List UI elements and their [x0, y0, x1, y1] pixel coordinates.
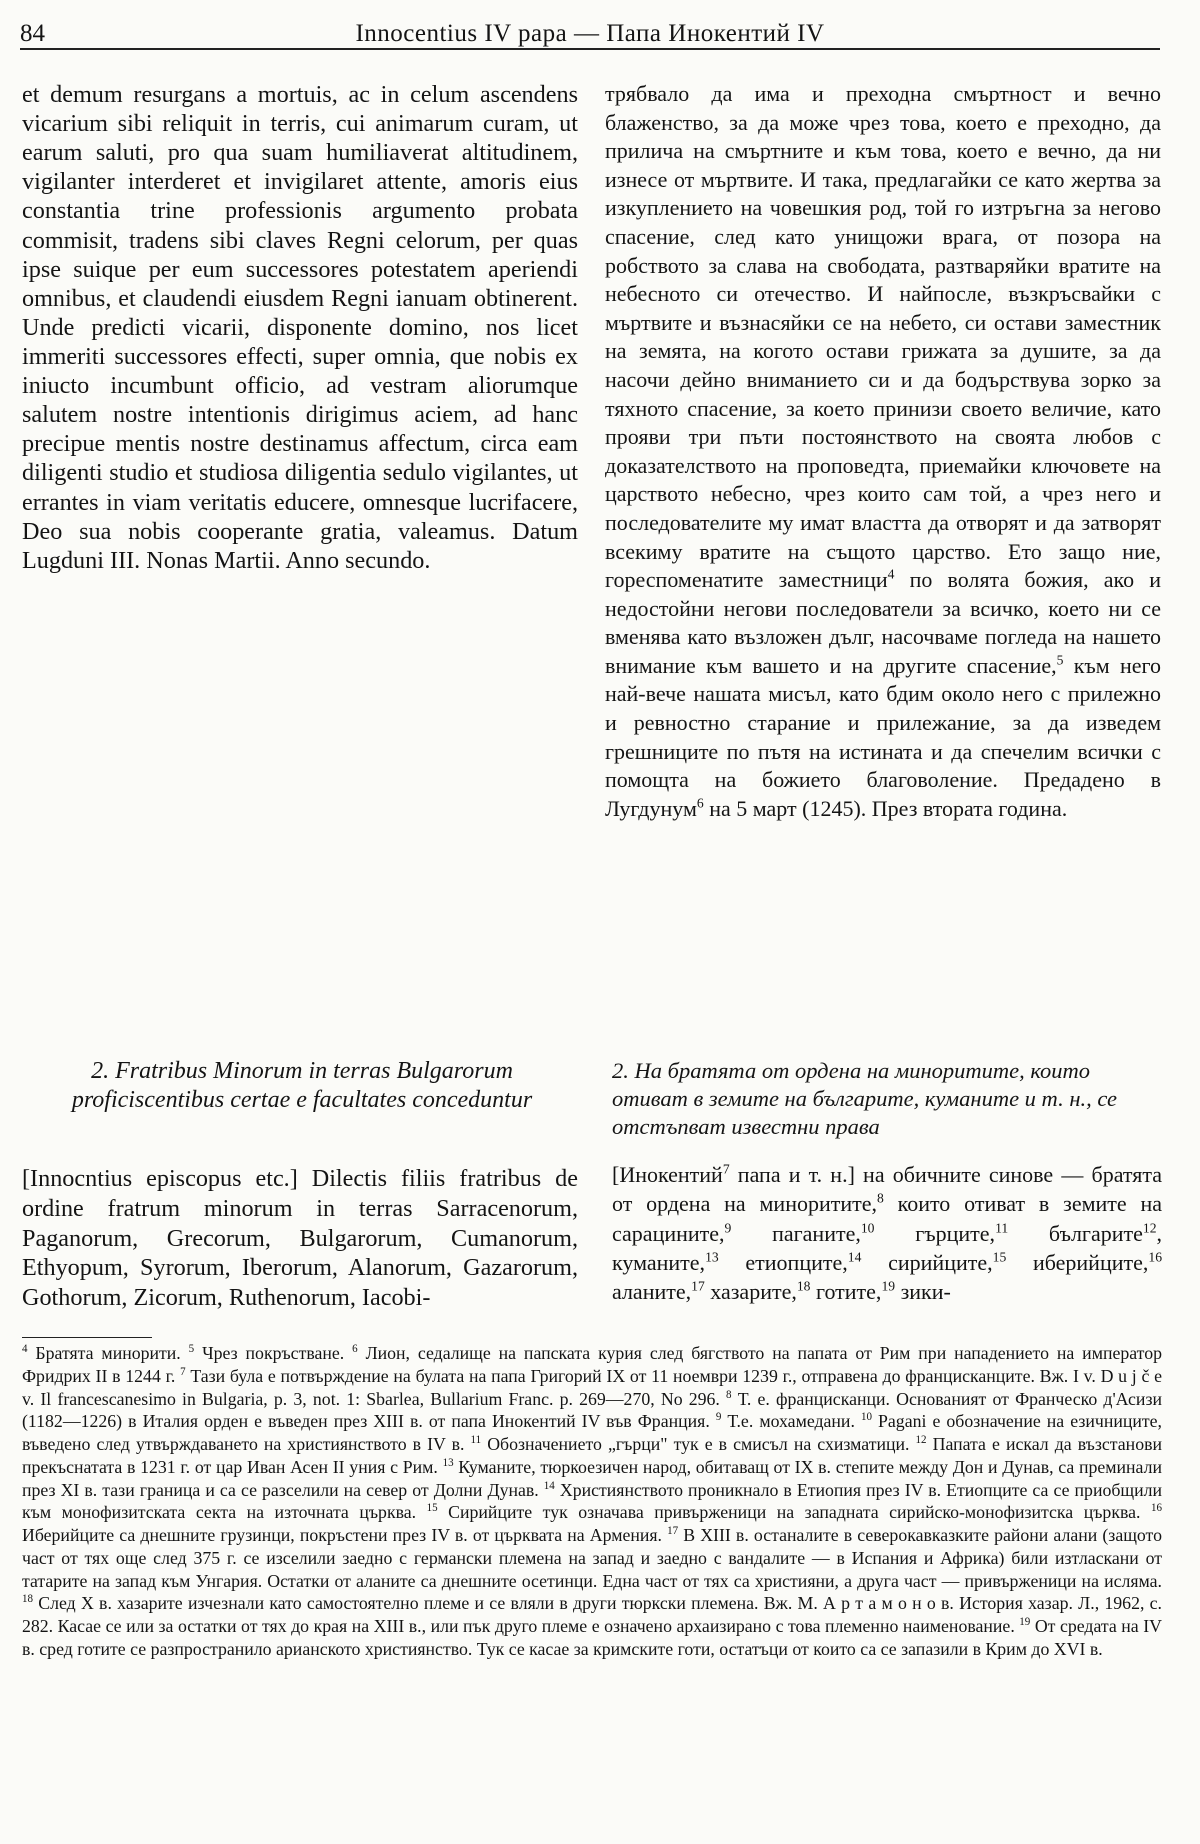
- footnote-text: Куманите, тюркоезичен народ, обитаващ от IX в. степите между Дон и Дунав, са преминали през XI в. тази граница и са се разселили на север от Долни Дунав.: [22, 1456, 1162, 1500]
- footnote-text: Т.е. мохамедани.: [721, 1411, 861, 1432]
- footnote-ref[interactable]: 4: [887, 566, 895, 582]
- footnote-number: 8: [726, 1388, 732, 1401]
- footnote-number: 6: [352, 1343, 358, 1356]
- bulgarian-grant-part: , куманите,: [612, 1220, 1162, 1275]
- footnote-number: 16: [1150, 1502, 1162, 1515]
- footnote-number: 14: [543, 1479, 555, 1492]
- footnote-number: 7: [180, 1365, 186, 1378]
- footnotes: [22, 1342, 1162, 1661]
- footnote: [22, 1343, 189, 1363]
- footnote-ref[interactable]: 12: [1142, 1220, 1157, 1236]
- footnote-text: След X в. хазарите изчезнали като самостоятелно племе и се вляли в други тюркски племена. Вж. М. А р т а м о н о в. История хазар. Л., 1962, с. 282. Касае се или за остатки от тях до края на XIII в., или пък друго племе е означено архаизирано с това племенно наименование.: [22, 1593, 1162, 1637]
- footnote-ref[interactable]: 8: [877, 1190, 884, 1206]
- footnote-text: Обозначението „гърци" тук е в смисъл на схизматици.: [481, 1434, 916, 1455]
- footnote-ref[interactable]: 18: [796, 1278, 811, 1294]
- bulgarian-text-part: трябвало да има и преходна смъртност и вечно блаженство, за да може чрез това, което е преходно, да прилича на смъртните и към това, което е вечно, да ни изнесе от мъртвите. И така, предлагайки се като жертва за изкуплението на човешкия род, той го изтръгна за негово спасение, след като унищожи врага, от позора на робството за слава на свободата, разтваряйки вратите на небесното си отечество. И найпосле, възкръсвайки с мъртвите и възнасяйки се на небето, си остави заместник на земята, на когото остави грижата за душите, за да насочи дейно вниманието си и да бодърствува зорко за тяхното спасение, за което принизи своето величие, като прояви три пъти постоянството на своята любов с доказателството на проповедта, приемайки ключовете на царството небесно, чрез които сам той, а чрез него и последователите му имат властта да отворят и да затворят всекиму вратите на същото царство. Ето защо ние, гореспоменатите заместници: [605, 81, 1161, 593]
- bulgarian-grant-part: папа и т. н.] на обичните синове — братята от ордена на миноритите,: [612, 1162, 1162, 1217]
- footnote-number: 13: [442, 1456, 454, 1469]
- footnote-ref[interactable]: 6: [696, 795, 704, 811]
- bulgarian-grant-part: хазарите,: [704, 1279, 797, 1304]
- bulgarian-grant-part: паганите,: [731, 1220, 861, 1246]
- page-number: 84: [20, 20, 45, 47]
- footnote-number: 5: [188, 1343, 195, 1356]
- latin-letter-text: et demum resurgans a mortuis, ac in celum ascendens vicarium sibi reliquit in terris, cui animarum curam, ut earum saluti, pro qua suam humiliaverat altitudinem, vigilanter interderet et invigilaret attente, amoris eius constantia trine professionis argumento probata commisit, tradens sibi claves Regni celorum, per quas ipse suique per eum successores potestatem aperiendi omnibus, et claudendi eiusdem Regni ianuam obtinerent. Unde predicti vicarii, disponente domino, nos licet immeriti successores effecti, super omnia, que nobis ex iniucto incumbunt officio, ad vestram aliorumque salutem nostre intentionis dirigimus aciem, ad hanc precipue mentis nostre destinamus affectum, circa eam diligenti studio et studiosa diligentia sedulo vigilantes, ut errantes in viam veritatis educere, omnesque lucrifacere, Deo sua nobis cooperante gratia, valeamus. Datum Lugduni III. Nonas Martii. Anno secundo.: [22, 81, 578, 574]
- footnote: [189, 1343, 353, 1363]
- footnote-text: Pagani е обозначение на езичниците, въведено след утвърждаването на християнството в IV в.: [22, 1411, 1163, 1455]
- footnote: [471, 1434, 916, 1454]
- page-header: [20, 16, 1160, 50]
- bulgarian-grant-part: зики-: [895, 1279, 951, 1304]
- footnote: [22, 1593, 1162, 1636]
- footnote-ref[interactable]: 16: [1148, 1249, 1163, 1265]
- footnote-text: Чрез покръстване.: [194, 1343, 353, 1363]
- footnote-text: Братята минорити.: [27, 1343, 189, 1363]
- bulgarian-grant-part: аланите,: [612, 1279, 692, 1304]
- bulgarian-grant-part: сирийците,: [861, 1249, 993, 1275]
- bulgarian-text-part: на 5 март (1245). През втората година.: [703, 795, 1068, 821]
- footnote-number: 11: [470, 1434, 482, 1447]
- footnote-text: От средата на IV в. сред готите се разпространило арианското християнство. Тук се касае за кримските готи, остатъци от които са се запазили в Крим до XVI в.: [22, 1616, 1162, 1659]
- bulgarian-grant-part: българите: [1008, 1220, 1143, 1246]
- footnote: [716, 1411, 861, 1431]
- footnote-number: 15: [426, 1502, 438, 1515]
- footnote-text: Християнството проникнало в Етиопия през IV в. Етиопците са се приобщили към монофизитската секта на източната църква.: [22, 1479, 1162, 1523]
- footnote-ref[interactable]: 7: [722, 1161, 730, 1177]
- footnote-number: 17: [667, 1525, 679, 1538]
- bulgarian-grant-part: етиопците,: [718, 1249, 848, 1275]
- latin-section-title: 2. Fratribus Minorum in terras Bulgarorum proficiscentibus certae e facultates conceduntur: [71, 1058, 533, 1113]
- footnote-number: 4: [22, 1343, 28, 1356]
- footnote-text: Тази була е потвърждение на булата на папа Григорий IX от 11 ноември 1239 г., отправена до францисканците. Вж. I v. D u j č e v. Il francescanesimo in Bulgaria, p. 3, not. 1: Sbarlea, Bullarium Franc. p. 269—270, No 296.: [22, 1365, 1163, 1409]
- footnote-ref[interactable]: 17: [691, 1278, 705, 1294]
- running-head: Innocentius IV papa — Папа Инокентий IV: [355, 20, 825, 47]
- footnote-ref[interactable]: 13: [705, 1249, 719, 1265]
- bulgarian-grant-part: готите,: [810, 1279, 882, 1304]
- footnote-ref[interactable]: 19: [881, 1278, 896, 1294]
- footnote-number: 12: [915, 1434, 927, 1447]
- bulgarian-grant-part: които отиват в земите на сарацините,: [612, 1191, 1162, 1246]
- footnote-number: 10: [860, 1411, 872, 1424]
- footnote-text: Сирийците тук означава привърженици на западната сирийско-монофизитска църква.: [437, 1502, 1151, 1523]
- bulgarian-grant-text: [612, 1160, 1162, 1306]
- footnote: [427, 1502, 1151, 1522]
- bulgarian-grant-part: гърците,: [874, 1220, 996, 1246]
- bulgarian-section-title: 2. На братята от ордена на миноритите, които отиват в земите на българите, куманите и т. н., се отстъпват известни права: [612, 1058, 1118, 1140]
- latin-grant-text: [Innocntius episcopus etc.] Dilectis filiis fratribus de ordine fratrum minorum in terras Sarracenorum, Paganorum, Grecorum, Bulgarorum, Cumanorum, Ethyopum, Syrorum, Iberorum, Alanorum, Gazarorum, Gothorum, Zicorum, Ruthenorum, Iacobi-: [22, 1165, 578, 1312]
- bulgarian-grant-part: [Инокентий: [612, 1162, 723, 1187]
- footnote-text: Иберийците са днешните грузинци, покръстени през IV в. от църквата на Армения.: [22, 1525, 668, 1546]
- footnote-text: Папата е искал да възстанови прекъснатата в 1231 г. от цар Иван Асен II уния с Рим.: [22, 1434, 1162, 1477]
- bulgarian-text-part: към него най-вече нашата мисъл, като бдим около него с прилежно и ревностно старание и прилежание, за да изведем грешниците по пътя на истината и да спечелим всички с помощта на божието благоволение. Предадено в Лугдунум: [605, 652, 1162, 821]
- bulgarian-text-part: по волята божия, ако и недостойни негови последователи за всичко, което ни се вменява като възложен дълг, насочваме погледа на нашето внимание към вашето и на другите спасение,: [605, 567, 1161, 678]
- footnote-ref[interactable]: 15: [992, 1249, 1007, 1265]
- footnote-text: В XIII в. останалите в северокавказките райони алани (защото част от тях още след 375 г. се изселили заедно с германски племена на запад и заедно с вандалите — в Испания и Африка) били изтласкани от татарите на запад към Унгария. Остатки от аланите са днешните осетинци. Една част от тях са християни, а друга част — привърженици на исляма.: [22, 1525, 1162, 1591]
- footnote-number: 19: [1019, 1616, 1031, 1629]
- footnote-number: 18: [22, 1593, 34, 1606]
- footnote-number: 9: [715, 1411, 722, 1424]
- footnote-text: Т. е. францисканци. Основаният от Франческо д'Асизи (1182—1226) в Италия орден е въведен през XIII в. от папа Инокентий IV във Франция.: [22, 1388, 1162, 1432]
- bulgarian-grant-part: иберийците,: [1006, 1249, 1149, 1275]
- footnote-text: Лион, седалище на папската курия след бягството на папата от Рим при нападението на император Фридрих II в 1244 г.: [22, 1343, 1162, 1386]
- footnote-ref[interactable]: 5: [1056, 652, 1064, 668]
- footnote-ref[interactable]: 9: [724, 1220, 732, 1236]
- footnote-divider: [22, 1337, 152, 1338]
- bulgarian-letter-text: [605, 80, 1161, 823]
- footnote-ref[interactable]: 10: [860, 1220, 875, 1236]
- footnote-ref[interactable]: 11: [995, 1220, 1009, 1236]
- footnote-ref[interactable]: 14: [847, 1249, 862, 1265]
